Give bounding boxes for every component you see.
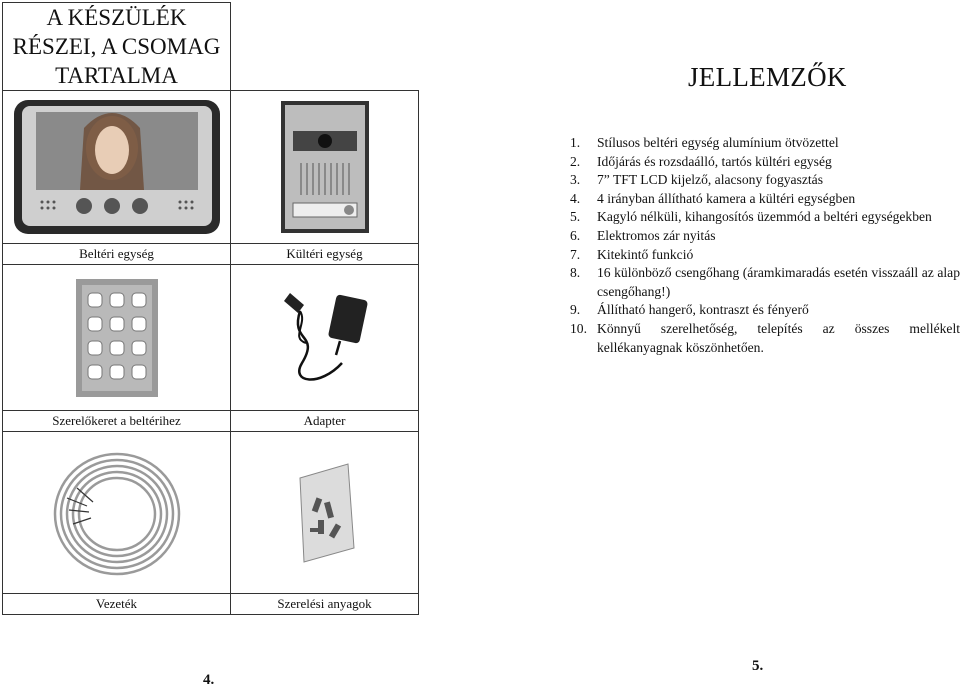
features-title: JELLEMZŐK — [688, 62, 847, 92]
list-item: 9. Állítható hangerő, kontraszt és fényerő — [570, 302, 809, 318]
package-contents-table — [2, 2, 419, 615]
list-item: 2. Időjárás és rozsdaálló, tartós kültéri egység — [570, 153, 832, 169]
cable-image — [3, 432, 231, 594]
outdoor-unit-image — [231, 91, 419, 244]
list-item: 8. 16 különböző csengőhang (áramkimaradás esetén visszaáll az alap csengőhang!) — [570, 265, 960, 299]
list-item: 7. Kitekintő funkció — [570, 246, 694, 262]
list-item: 1. Stílusos beltéri egység alumínium ötvözettel — [570, 135, 839, 150]
adapter-caption: Adapter — [231, 411, 419, 432]
indoor-unit-image — [3, 91, 231, 244]
indoor-unit-caption: Beltéri egység — [3, 244, 231, 265]
list-item: 3. 7” TFT LCD kijelző, alacsony fogyasztás — [570, 172, 824, 188]
cable-caption: Vezeték — [3, 594, 231, 615]
list-item: 5. Kagyló nélküli, kihangosítós üzemmód a beltéri egységekben — [570, 209, 932, 225]
section-title: A KÉSZÜLÉK RÉSZEI, A CSOMAG TARTALMA — [3, 3, 231, 91]
adapter-image — [231, 265, 419, 411]
page-number-right: 5. — [752, 658, 764, 674]
mounting-frame-caption: Szerelőkeret a beltérihez — [3, 411, 231, 432]
page-number-left: 4. — [203, 672, 215, 688]
outdoor-unit-caption: Kültéri egység — [231, 244, 419, 265]
list-item: 10. Könnyű szerelhetőség, telepítés az összes mellékelt kellékanyagnak köszönhetően. — [570, 320, 960, 355]
list-item: 6. Elektromos zár nyitás — [570, 227, 716, 243]
mounting-frame-image — [3, 265, 231, 411]
installation-materials-image — [231, 432, 419, 594]
installation-materials-caption: Szerelési anyagok — [231, 594, 419, 615]
list-item: 4. 4 irányban állítható kamera a kültéri egységben — [570, 190, 856, 206]
features-list — [570, 134, 960, 357]
